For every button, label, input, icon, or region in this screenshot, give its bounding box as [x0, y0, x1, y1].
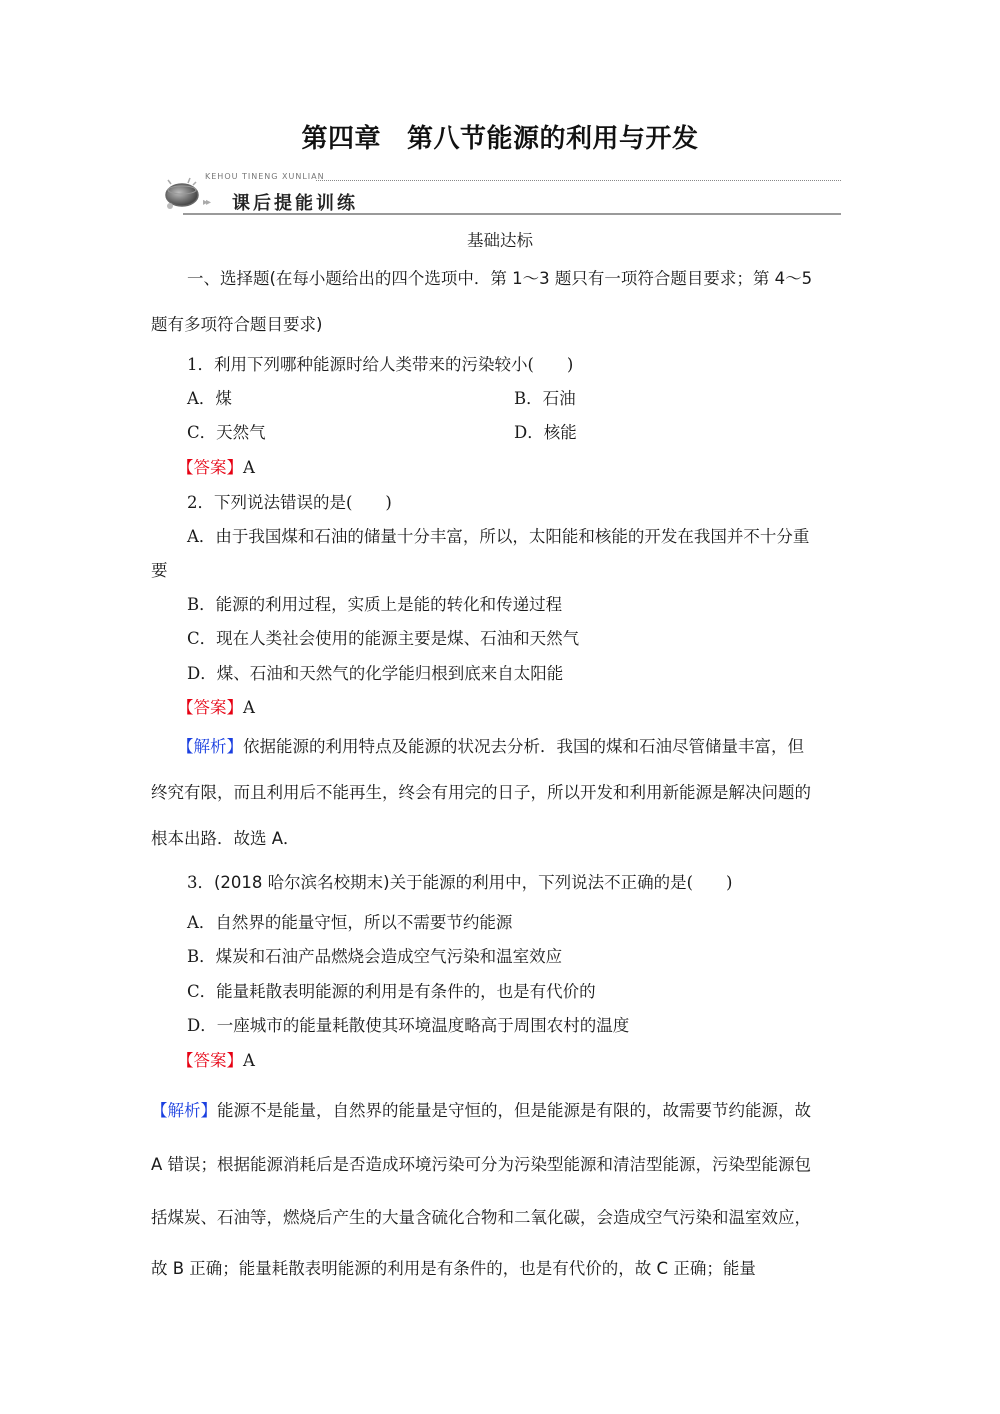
answer-tag: 【答案】	[177, 1051, 243, 1070]
option-d: D．一座城市的能量耗散使其环境温度略高于周围农村的温度	[187, 1016, 630, 1035]
answer-value: A	[243, 698, 255, 717]
answer-line	[177, 1051, 255, 1071]
answer-tag: 【答案】	[177, 458, 243, 477]
option-a-continued: 要	[151, 561, 168, 580]
answer-value: A	[243, 1051, 255, 1070]
question-number: 3．	[187, 873, 214, 892]
analysis-text: 依据能源的利用特点及能源的状况去分析．我国的煤和石油尽管储量丰富，但	[243, 737, 804, 756]
banner-logo-icon	[160, 172, 204, 212]
analysis-text: 能源不是能量，自然界的能量是守恒的，但是能源是有限的，故需要节约能源，故	[217, 1101, 811, 1120]
banner-pinyin: KEHOU TINENG XUNLIAN	[205, 172, 325, 181]
answer-value: A	[243, 458, 255, 477]
option-b: B．石油	[514, 389, 576, 408]
analysis-line-3: 括煤炭、石油等，燃烧后产生的大量含硫化合物和二氧化碳，会造成空气污染和温室效应，	[151, 1208, 811, 1227]
section-label: 第八节能源的利用与开发	[407, 124, 699, 154]
banner-arrows-icon: ▸▸	[203, 197, 210, 208]
question-stem: 2．下列说法错误的是( )	[187, 493, 392, 512]
option-c: C．现在人类社会使用的能源主要是煤、石油和天然气	[187, 629, 580, 648]
analysis-line-2: A 错误；根据能源消耗后是否造成环境污染可分为污染型能源和清洁型能源，污染型能源包	[151, 1155, 812, 1174]
option-c: C．能量耗散表明能源的利用是有条件的，也是有代价的	[187, 982, 596, 1001]
answer-tag: 【答案】	[177, 698, 243, 717]
question-source: (2018 哈尔滨名校期末)	[214, 873, 390, 892]
instructions-line-1: 一、选择题(在每小题给出的四个选项中．第 1～3 题只有一项符合题目要求；第 4～5	[187, 269, 813, 288]
option-a: A．自然界的能量守恒，所以不需要节约能源	[187, 913, 513, 932]
option-b: B．能源的利用过程，实质上是能的转化和传递过程	[187, 595, 563, 614]
analysis-line-4: 故 B 正确；能量耗散表明能源的利用是有条件的，也是有代价的，故 C 正确；能量	[151, 1259, 756, 1278]
question-stem	[187, 873, 733, 893]
banner-label: 课后提能训练	[232, 193, 358, 214]
analysis-line-1	[151, 1101, 811, 1121]
level-title: 基础达标	[467, 231, 533, 250]
option-b: B．煤炭和石油产品燃烧会造成空气污染和温室效应	[187, 947, 563, 966]
analysis-line-1	[177, 737, 804, 757]
banner-dotted-line	[316, 180, 841, 181]
instructions-line-2: 题有多项符合题目要求)	[151, 315, 323, 334]
analysis-line-3: 根本出路．故选 A．	[151, 829, 300, 848]
question-stem: 1．利用下列哪种能源时给人类带来的污染较小( )	[187, 355, 574, 374]
analysis-tag: 【解析】	[151, 1101, 217, 1120]
analysis-tag: 【解析】	[177, 737, 243, 756]
page-title	[0, 118, 1000, 155]
chapter-label: 第四章	[301, 124, 381, 154]
question-text: 关于能源的利用中，下列说法不正确的是( )	[389, 873, 733, 892]
answer-line	[177, 458, 255, 478]
option-d: D．煤、石油和天然气的化学能归根到底来自太阳能	[187, 664, 564, 683]
option-a: A．由于我国煤和石油的储量十分丰富，所以，太阳能和核能的开发在我国并不十分重	[187, 527, 810, 546]
option-c: C．天然气	[187, 423, 266, 442]
option-a: A．煤	[187, 389, 232, 408]
banner-divider	[183, 213, 841, 215]
option-d: D．核能	[514, 423, 577, 442]
analysis-line-2: 终究有限，而且利用后不能再生，终会有用完的日子，所以开发和利用新能源是解决问题的	[151, 783, 811, 802]
answer-line	[177, 698, 255, 718]
